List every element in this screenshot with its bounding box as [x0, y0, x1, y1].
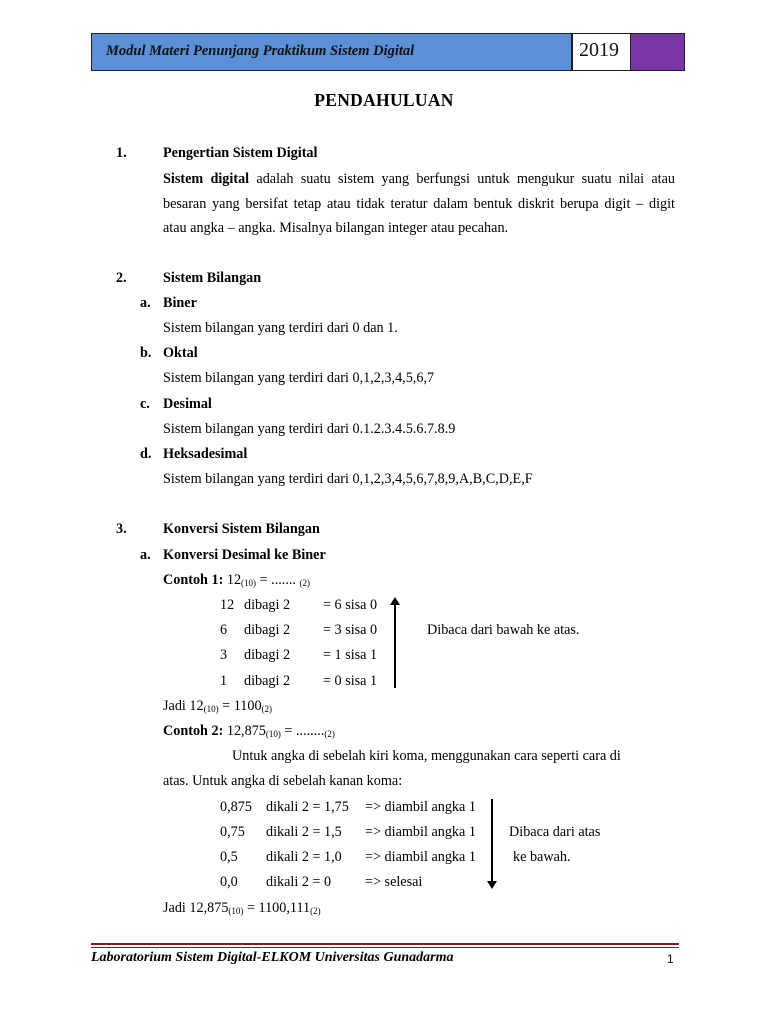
ex2-row-3-n: 0,5	[220, 849, 238, 865]
example-1-target-base: (2)	[299, 578, 311, 588]
ex2-row-2-res: => diambil angka 1	[365, 824, 476, 840]
down-arrow-icon	[491, 799, 493, 882]
ex1-row-3-op: dibagi 2	[244, 647, 291, 663]
example-1-eq: = .......	[256, 572, 300, 588]
ex2-intro-1: Untuk angka di sebelah kiri koma, menggunakan cara seperti cara di	[232, 748, 621, 764]
ex1-note: Dibaca dari bawah ke atas.	[427, 622, 580, 638]
example-1-line	[163, 573, 310, 588]
ex1-row-1-op: dibagi 2	[244, 597, 291, 613]
item-c-name: Desimal	[163, 396, 212, 412]
header-year-cell	[573, 34, 631, 70]
section-1-line-2: besaran yang bersifat tetap atau tidak teratur dalam bentuk diskrit berupa digit – digit	[163, 196, 675, 212]
example-1-label: Contoh 1:	[163, 572, 224, 588]
ex2-row-1-n: 0,875	[220, 799, 252, 815]
ex2-row-4-op: dikali 2 = 0	[266, 874, 332, 890]
header-year: 2019	[579, 39, 619, 61]
ex1-row-2-n: 6	[220, 622, 228, 638]
page-number: 1	[667, 952, 674, 966]
item-d-letter: d.	[140, 446, 152, 462]
ex1-row-4-res: = 0 sisa 1	[323, 673, 378, 689]
section-1-heading: Pengertian Sistem Digital	[163, 145, 318, 161]
subsection-a-letter: a.	[140, 547, 151, 563]
ex1-row-3-n: 3	[220, 647, 228, 663]
ex2-note-1: Dibaca dari atas	[509, 824, 601, 840]
footer-divider-thin	[91, 947, 679, 948]
ex2-result-prefix: Jadi 12,875	[163, 900, 229, 916]
ex1-row-2-op: dibagi 2	[244, 622, 291, 638]
footer-divider-thick	[91, 943, 679, 945]
ex1-result-base-1: (10)	[203, 704, 219, 714]
section-3-heading: Konversi Sistem Bilangan	[163, 521, 320, 537]
item-d-desc: Sistem bilangan yang terdiri dari 0,1,2,3,4,5,6,7,8,9,A,B,C,D,E,F	[163, 471, 533, 487]
section-2-number: 2.	[116, 270, 127, 286]
example-1-number-base: (10)	[241, 578, 257, 588]
section-1-number: 1.	[116, 145, 127, 161]
page-title: PENDAHULUAN	[314, 90, 454, 110]
up-arrow-icon	[394, 604, 396, 688]
ex1-result-prefix: Jadi 12	[163, 698, 204, 714]
example-2-line	[163, 724, 335, 739]
ex2-row-3-res: => diambil angka 1	[365, 849, 476, 865]
section-1-line-1-text: adalah suatu sistem yang berfungsi untuk mengukur suatu nilai atau	[256, 171, 676, 187]
example-2-label: Contoh 2:	[163, 723, 224, 739]
section-1-line-3: atau angka – angka. Misalnya bilangan integer atau pecahan.	[163, 220, 509, 236]
subsection-a-heading: Konversi Desimal ke Biner	[163, 547, 326, 563]
ex2-intro-2: atas. Untuk angka di sebelah kanan koma:	[163, 773, 403, 789]
item-b-name: Oktal	[163, 345, 198, 361]
example-2-target-base: (2)	[324, 729, 335, 739]
term-sistem-digital: Sistem digital	[163, 171, 250, 187]
item-b-desc: Sistem bilangan yang terdiri dari 0,1,2,3,4,5,6,7	[163, 370, 435, 386]
ex1-result-mid: = 1100	[218, 698, 262, 714]
ex2-row-2-n: 0,75	[220, 824, 245, 840]
ex2-result-base-2: (2)	[310, 906, 321, 916]
ex1-row-4-op: dibagi 2	[244, 673, 291, 689]
header-year-box	[572, 33, 685, 71]
section-3-number: 3.	[116, 521, 127, 537]
item-a-desc: Sistem bilangan yang terdiri dari 0 dan 1.	[163, 320, 398, 336]
ex2-row-1-op: dikali 2 = 1,75	[266, 799, 349, 815]
section-2-heading: Sistem Bilangan	[163, 270, 262, 286]
ex1-row-4-n: 1	[220, 673, 228, 689]
ex1-row-2-res: = 3 sisa 0	[323, 622, 378, 638]
ex1-row-3-res: = 1 sisa 1	[323, 647, 378, 663]
example-2-result	[163, 901, 321, 916]
item-d-name: Heksadesimal	[163, 446, 248, 462]
ex1-result-base-2: (2)	[261, 704, 273, 714]
example-2-eq: = ........	[280, 723, 325, 739]
ex2-result-mid: = 1100,111	[243, 900, 311, 916]
item-b-letter: b.	[140, 345, 152, 361]
item-c-desc: Sistem bilangan yang terdiri dari 0.1.2.3.4.5.6.7.8.9	[163, 421, 456, 437]
ex2-row-3-op: dikali 2 = 1,0	[266, 849, 342, 865]
ex2-row-2-op: dikali 2 = 1,5	[266, 824, 342, 840]
example-2-number: 12,875	[223, 723, 266, 739]
item-c-letter: c.	[140, 396, 150, 412]
section-1-line-1	[163, 171, 675, 188]
page-header	[91, 33, 685, 71]
footer-text: Laboratorium Sistem Digital-ELKOM Universitas Gunadarma	[91, 950, 454, 965]
item-a-name: Biner	[163, 295, 197, 311]
item-a-letter: a.	[140, 295, 151, 311]
header-title: Modul Materi Penunjang Praktikum Sistem Digital	[106, 43, 415, 59]
ex1-row-1-res: = 6 sisa 0	[323, 597, 378, 613]
ex1-row-1-n: 12	[220, 597, 235, 613]
header-title-box	[91, 33, 572, 71]
example-1-result	[163, 699, 272, 714]
ex2-row-1-res: => diambil angka 1	[365, 799, 476, 815]
ex2-result-base-1: (10)	[228, 906, 244, 916]
ex2-note-2: ke bawah.	[513, 849, 571, 865]
ex2-row-4-res: => selesai	[365, 874, 423, 890]
ex2-row-4-n: 0,0	[220, 874, 238, 890]
example-1-number: 12	[226, 572, 242, 588]
example-2-number-base: (10)	[265, 729, 281, 739]
